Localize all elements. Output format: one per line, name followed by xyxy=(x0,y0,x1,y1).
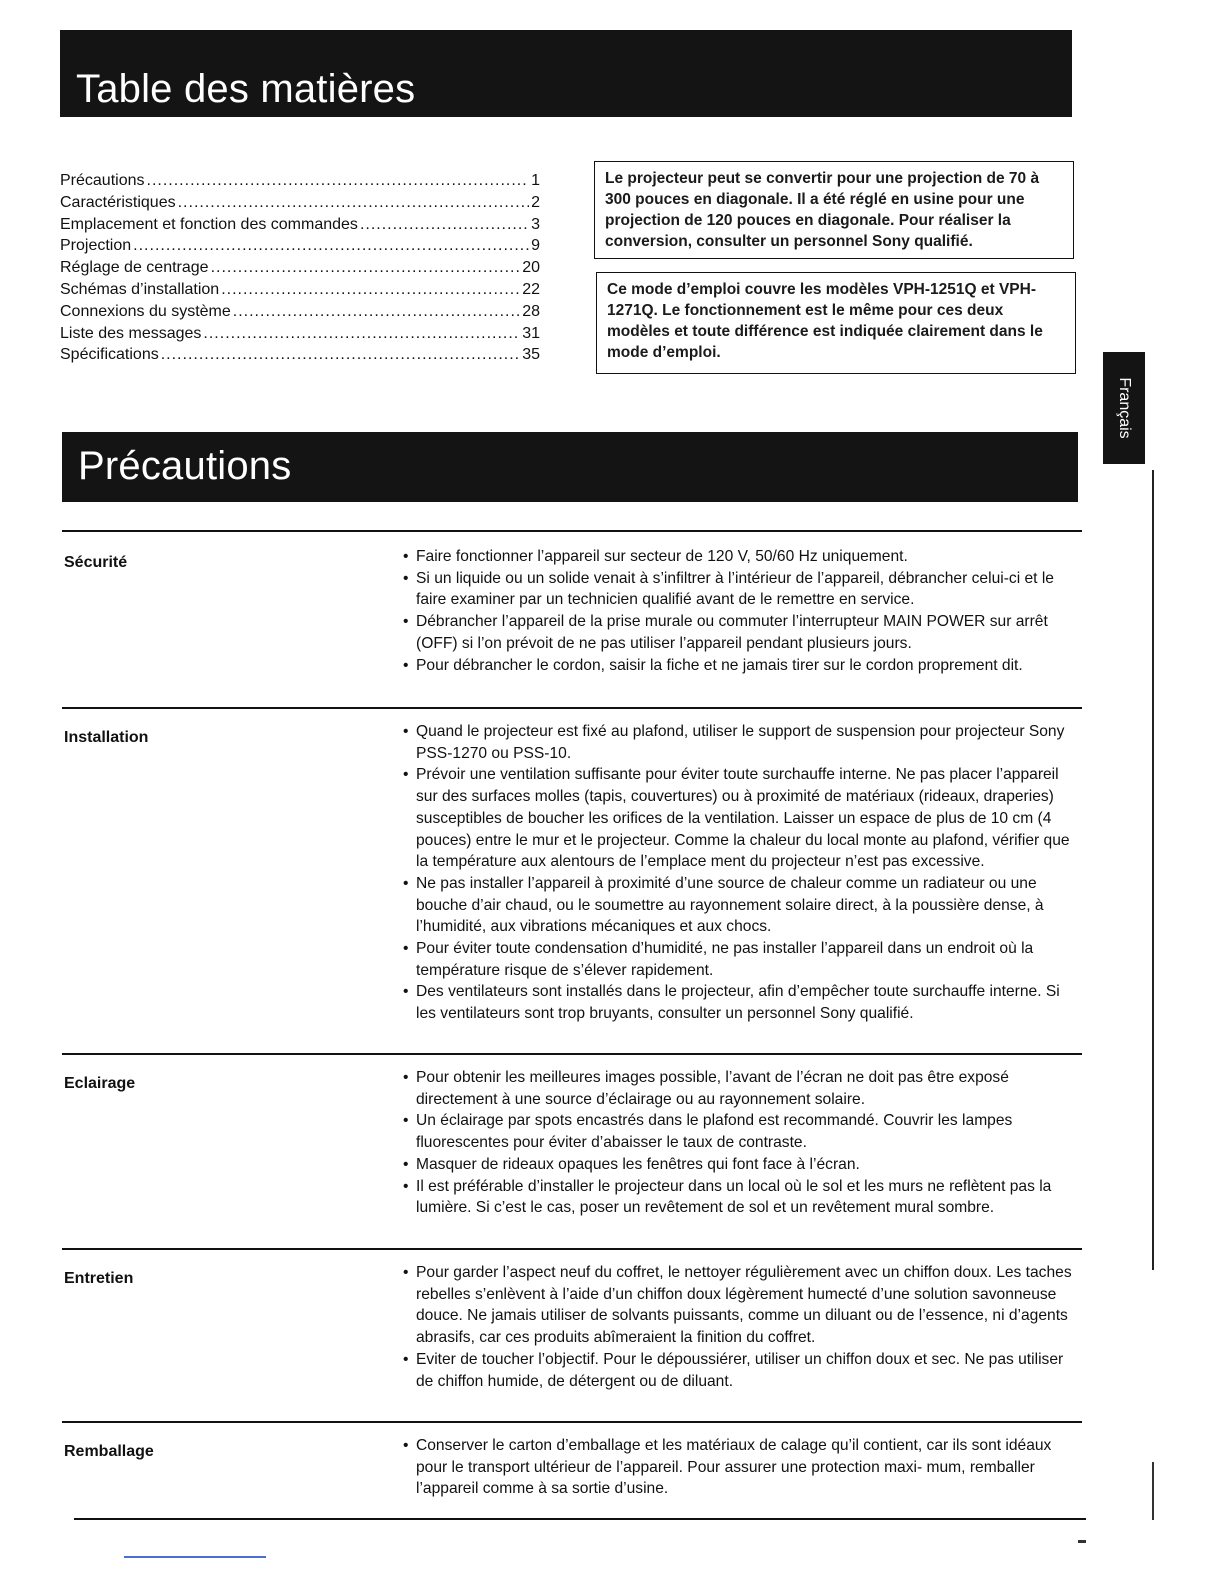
list-item: • Ne pas installer l’appareil à proximité d’une source de chaleur comme un radiateur ou une bouche d’air chaud, ou le soumettre au rayonnement solaire direct, à la poussière dense, à l’humidité, aux vibrations mécaniques et aux chocs. xyxy=(400,873,1082,938)
page-edge-line xyxy=(1152,470,1154,1270)
list-item: • Pour éviter toute condensation d’humidité, ne pas installer l’appareil dans un endroit où la température risque de s’élever rapidement. xyxy=(400,938,1082,981)
list-item: • Prévoir une ventilation suffisante pour éviter toute surchauffe interne. Ne pas placer l’appareil sur des surfaces molles (tapis, couvertures) ou à proximité de matériaux (rideaux, draperies) susceptibles de boucher les orifices de la ventilation. Laisser un espace de plus de 10 cm (4 pouces) entre le mur et le projecteur. Comme la chaleur du local monte au plafond, vérifier que la température aux alentours de l’emplace ment du projecteur n’est pas excessive. xyxy=(400,764,1082,873)
section-securite xyxy=(62,530,1082,710)
toc-entry-reglage[interactable] xyxy=(60,257,540,279)
scan-artifact-line xyxy=(124,1556,266,1558)
toc-entry-connexions[interactable] xyxy=(60,301,540,323)
list-item: • Conserver le carton d’emballage et les matériaux de calage qu’il contient, car ils sont idéaux pour le transport ultérieur de l’appareil. Pour assurer une protection maxi- mum, remballer l’appareil comme à sa sortie d’usine. xyxy=(400,1435,1082,1500)
language-tab xyxy=(1103,352,1145,464)
toc-entry-title: Emplacement et fonction des commandes xyxy=(60,215,358,233)
toc-entry-title: Connexions du système xyxy=(60,302,231,320)
margin-tick xyxy=(1152,1462,1154,1520)
section-installation xyxy=(62,707,1082,1052)
toc-entry-page: 2 xyxy=(531,193,540,211)
list-item: • Si un liquide ou un solide venait à s’infiltrer à l’intérieur de l’appareil, débrancher celui-ci et le faire examiner par un technicien qualifié avant de le remettre en service. xyxy=(400,568,1082,611)
precautions-title: Précautions xyxy=(78,444,292,488)
corner-mark xyxy=(1078,1540,1086,1543)
section-heading: Remballage xyxy=(64,1443,154,1460)
section-rule xyxy=(62,530,1082,532)
toc-entry-emplacement[interactable] xyxy=(60,214,540,236)
list-item: • Pour obtenir les meilleures images possible, l’avant de l’écran ne doit pas être exposé directement à une source d’éclairage ou au rayonnement solaire. xyxy=(400,1067,1082,1110)
list-item: • Des ventilateurs sont installés dans le projecteur, afin d’empêcher toute surchauffe interne. Si les ventilateurs sont trop bruyants, consulter un personnel Sony qualifié. xyxy=(400,981,1082,1024)
toc-entry-precautions[interactable] xyxy=(60,170,540,192)
precautions-banner xyxy=(62,432,1078,502)
toc-leader-dots xyxy=(161,344,520,366)
toc-entry-title: Schémas d’installation xyxy=(60,280,220,298)
section-entretien xyxy=(62,1248,1082,1420)
section-heading: Sécurité xyxy=(64,554,128,571)
toc-leader-dots xyxy=(360,214,529,236)
conversion-note: Le projecteur peut se convertir pour une projection de 70 à 300 pouces en diagonale. Il a été réglé en usine pour une projection de 120 pouces en diagonale. Pour réaliser la conversion, consulter un personnel Sony qualifié. xyxy=(594,161,1074,259)
toc-title: Table des matières xyxy=(76,67,416,111)
toc-entry-title: Précautions xyxy=(60,172,145,189)
list-item: • Pour débrancher le cordon, saisir la fiche et ne jamais tirer sur le cordon proprement dit. xyxy=(400,655,1082,677)
toc-entry-schemas[interactable] xyxy=(60,279,540,301)
bottom-rule xyxy=(74,1518,1086,1520)
toc-entry-messages[interactable] xyxy=(60,323,540,345)
section-rule xyxy=(62,707,1082,709)
section-rule xyxy=(62,1053,1082,1055)
toc-entry-title: Projection xyxy=(60,237,132,255)
toc-entry-specifications[interactable] xyxy=(60,344,540,366)
section-list xyxy=(400,1262,1082,1392)
table-of-contents xyxy=(60,170,540,366)
toc-entry-page: 3 xyxy=(531,215,540,233)
toc-entry-page: 22 xyxy=(522,280,540,298)
toc-entry-page: 28 xyxy=(522,302,540,320)
models-note: Ce mode d’emploi couvre les modèles VPH-1251Q et VPH-1271Q. Le fonctionnement est le même pour ces deux modèles et toute différence est indiquée clairement dans le mode d’emploi. xyxy=(596,272,1076,374)
toc-entry-title: Liste des messages xyxy=(60,324,202,342)
section-list xyxy=(400,1067,1082,1219)
toc-leader-dots xyxy=(178,192,529,214)
toc-entry-page: 20 xyxy=(522,259,540,277)
section-heading: Installation xyxy=(64,729,149,746)
toc-entry-page: 31 xyxy=(522,324,540,342)
list-item: • Masquer de rideaux opaques les fenêtres qui font face à l’écran. xyxy=(400,1154,1082,1176)
toc-banner xyxy=(60,30,1072,117)
list-item: • Faire fonctionner l’appareil sur secteur de 120 V, 50/60 Hz uniquement. xyxy=(400,546,1082,568)
language-tab-label: Français xyxy=(1116,377,1133,439)
section-list xyxy=(400,546,1082,676)
toc-entry-title: Spécifications xyxy=(60,346,159,364)
section-remballage xyxy=(62,1421,1082,1511)
section-list xyxy=(400,1435,1082,1500)
toc-entry-title: Caractéristiques xyxy=(60,193,176,211)
section-rule xyxy=(62,1248,1082,1250)
list-item: • Un éclairage par spots encastrés dans le plafond est recommandé. Couvrir les lampes fluorescentes pour éviter d’abaisser le taux de contraste. xyxy=(400,1110,1082,1153)
section-eclairage xyxy=(62,1053,1082,1247)
list-item: • Débrancher l’appareil de la prise murale ou commuter l’interrupteur MAIN POWER sur arrêt (OFF) si l’on prévoit de ne pas utiliser l’appareil pendant plusieurs jours. xyxy=(400,611,1082,654)
toc-leader-dots xyxy=(221,279,520,301)
toc-entry-projection[interactable] xyxy=(60,235,540,257)
toc-entry-page: 9 xyxy=(531,237,540,255)
toc-leader-dots xyxy=(147,170,530,192)
toc-entry-title: Réglage de centrage xyxy=(60,259,209,277)
toc-leader-dots xyxy=(133,235,529,257)
section-list xyxy=(400,721,1082,1025)
list-item: • Eviter de toucher l’objectif. Pour le dépoussiérer, utiliser un chiffon doux et sec. Ne pas utiliser de chiffon humide, de détergent ou de diluant. xyxy=(400,1349,1082,1392)
section-heading: Eclairage xyxy=(64,1075,136,1092)
toc-entry-page: 35 xyxy=(522,346,540,364)
toc-leader-dots xyxy=(211,257,521,279)
toc-entry-caracteristiques[interactable] xyxy=(60,192,540,214)
list-item: • Pour garder l’aspect neuf du coffret, le nettoyer régulièrement avec un chiffon doux. Les taches rebelles s’enlèvent à l’aide d’un chiffon doux légèrement humecté d’une solution savonneuse douce. Ne jamais utiliser de solvants puissants, comme un diluant ou de l’essence, ni d’agents abrasifs, car ces produits abîmeraient la finition du coffret. xyxy=(400,1262,1082,1349)
list-item: • Quand le projecteur est fixé au plafond, utiliser le support de suspension pour projecteur Sony PSS-1270 ou PSS-10. xyxy=(400,721,1082,764)
toc-leader-dots xyxy=(233,301,520,323)
section-rule xyxy=(62,1421,1082,1423)
toc-leader-dots xyxy=(203,323,520,345)
list-item: • Il est préférable d’installer le projecteur dans un local où le sol et les murs ne reflètent pas la lumière. Si c’est le cas, poser un revêtement de sol et un revêtement mural sombre. xyxy=(400,1176,1082,1219)
section-heading: Entretien xyxy=(64,1270,134,1287)
toc-entry-page: 1 xyxy=(531,172,540,189)
